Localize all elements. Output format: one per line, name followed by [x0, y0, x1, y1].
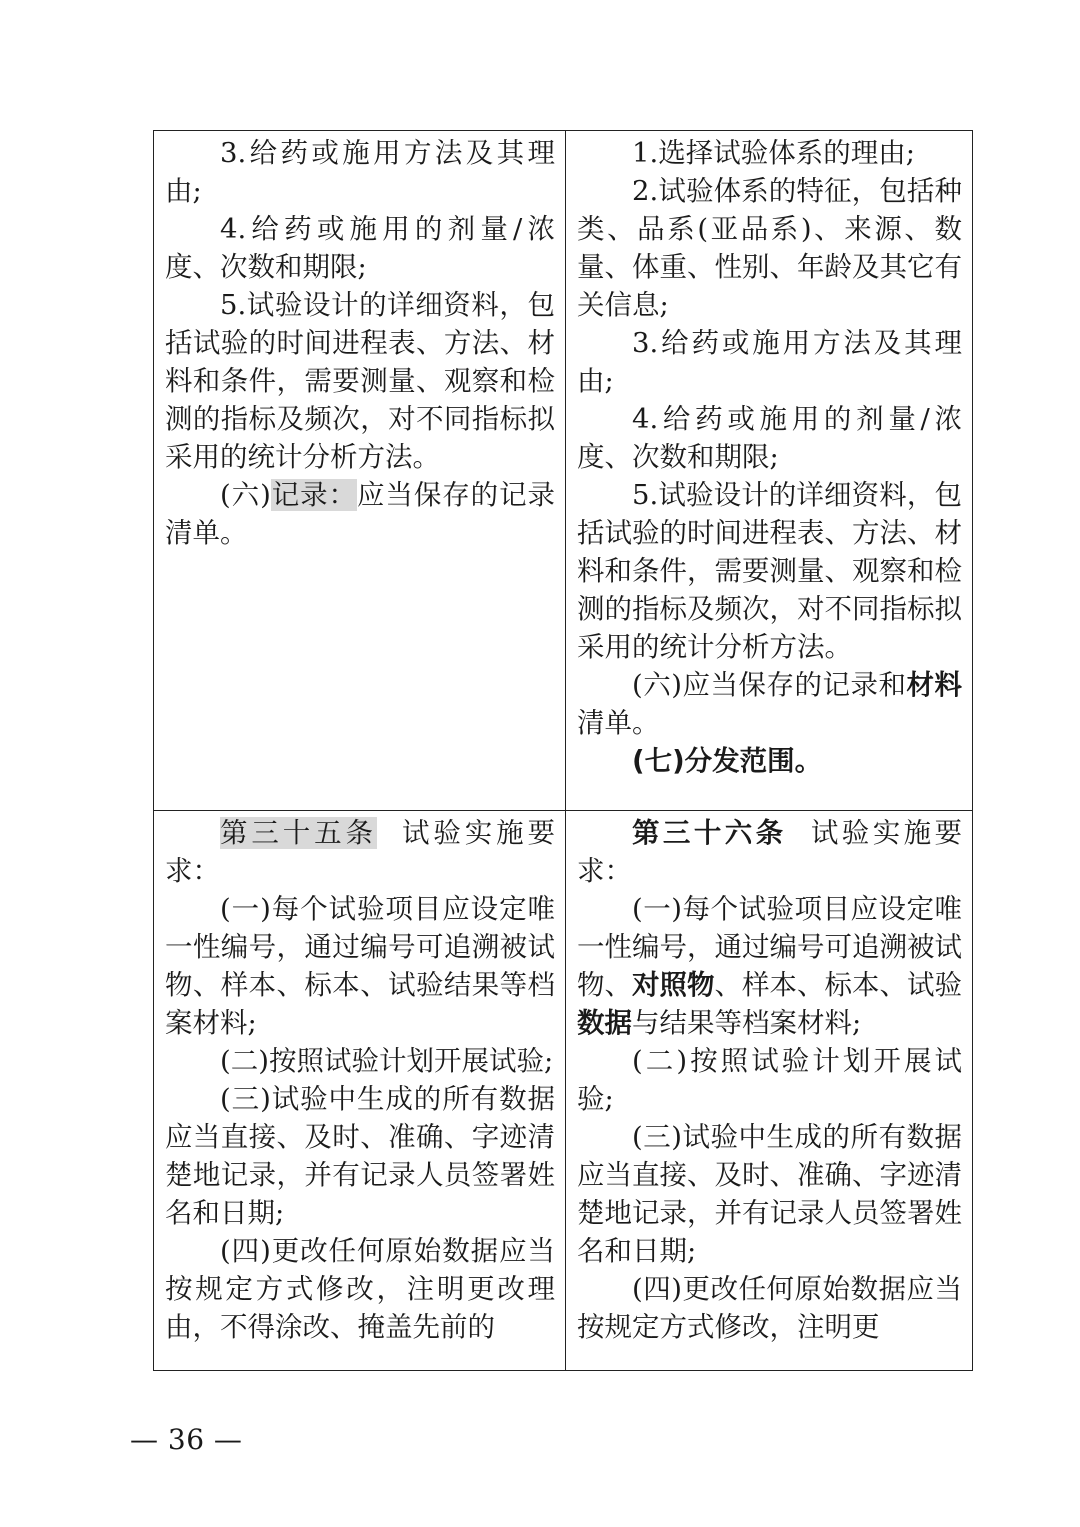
article-heading [577, 814, 962, 890]
paragraph: 3.给药或施用方法及其理由; [577, 327, 962, 397]
paragraph-text: 、样本、标本、试验 [714, 969, 962, 1001]
paragraph-text: (六)应当保存的记录和 [632, 669, 907, 701]
new-text-cell [566, 811, 973, 1371]
paragraph: (二)按照试验计划开展试验; [220, 1045, 554, 1077]
paragraph-bold: (七)分发范围。 [632, 745, 823, 777]
paragraph-text: 与结果等档案材料; [632, 1007, 862, 1039]
paragraph: (三)试验中生成的所有数据应当直接、及时、准确、字迹清楚地记录，并有记录人员签署姓名和日期; [577, 1121, 962, 1267]
paragraph-text: 清单。 [577, 707, 660, 739]
item-number: (六) [220, 479, 271, 511]
paragraph: (四)更改任何原始数据应当按规定方式修改，注明更 [577, 1273, 962, 1343]
paragraph: 5.试验设计的详细资料，包括试验的时间进程表、方法、材料和条件，需要测量、观察和检测的指标及频次，对不同指标拟采用的统计分析方法。 [577, 479, 962, 663]
paragraph: 3.给药或施用方法及其理由; [165, 137, 555, 207]
table-row [154, 131, 973, 811]
comparison-table [153, 130, 973, 1371]
new-text-cell [566, 131, 973, 811]
highlighted-text: 记录： [270, 479, 357, 511]
bold-text: 数据 [577, 1007, 632, 1039]
paragraph [165, 476, 555, 552]
article-title: 试验实施要求： [577, 817, 963, 887]
paragraph: (四)更改任何原始数据应当按规定方式修改，注明更改理由，不得涂改、掩盖先前的 [165, 1235, 555, 1343]
paragraph: 5.试验设计的详细资料，包括试验的时间进程表、方法、材料和条件，需要测量、观察和检测的指标及频次，对不同指标拟采用的统计分析方法。 [165, 289, 555, 473]
old-text-cell [154, 131, 566, 811]
article-number: 第三十五条 [220, 817, 377, 849]
article-title: 试验实施要求： [165, 817, 556, 887]
paragraph [577, 890, 962, 1042]
article-heading [165, 814, 555, 890]
bold-text: 材料 [906, 669, 963, 701]
paragraph: 2.试验体系的特征，包括种类、品系(亚品系)、来源、数量、体重、性别、年龄及其它有关信息; [577, 175, 962, 321]
paragraph: (三)试验中生成的所有数据应当直接、及时、准确、字迹清楚地记录，并有记录人员签署姓名和日期; [165, 1083, 555, 1229]
paragraph-text: 应当保存的记录清单。 [165, 479, 555, 549]
table-row [154, 811, 973, 1371]
paragraph-text: (一)每个试验项目应设定唯一性编号，通过编号可追溯被试物、 [577, 893, 962, 1001]
paragraph: (二)按照试验计划开展试验; [577, 1045, 962, 1115]
paragraph: 1.选择试验体系的理由; [632, 137, 916, 169]
old-text-cell [154, 811, 566, 1371]
article-number: 第三十六条 [632, 817, 787, 849]
paragraph [577, 666, 962, 742]
paragraph: (一)每个试验项目应设定唯一性编号，通过编号可追溯被试物、样本、标本、试验结果等档案材料; [165, 893, 555, 1039]
page-number: — 36 — [130, 1423, 243, 1456]
bold-text: 对照物 [632, 969, 715, 1001]
paragraph: 4.给药或施用的剂量/浓度、次数和期限; [165, 213, 555, 283]
paragraph: 4.给药或施用的剂量/浓度、次数和期限; [577, 403, 962, 473]
